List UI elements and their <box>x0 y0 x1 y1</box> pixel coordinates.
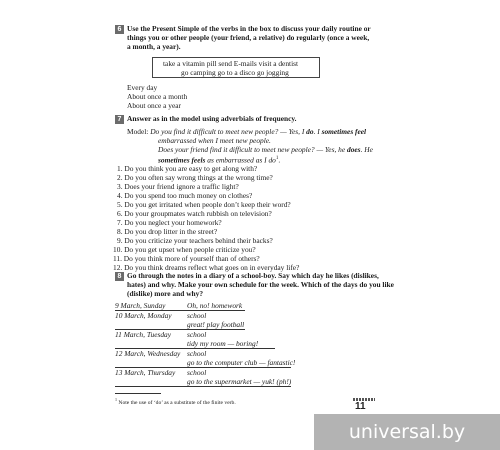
exercise-7-task: Answer as in the model using adverbials of frequency. <box>127 114 297 123</box>
question-8: 8. Do you drop litter in the street? <box>117 227 218 236</box>
model-text-3b: does <box>347 145 361 154</box>
footnote-ref: 1 <box>275 156 279 161</box>
exercise-8-task-line-1: Go through the notes in a diary of a school-boy. Say which day he likes (dislikes, <box>127 271 379 280</box>
footnote-mark: 1 <box>115 397 117 402</box>
model-text-3c: . He <box>360 145 373 154</box>
question-12: 12. Do you think dreams reflect what goes on in everyday life? <box>113 263 300 272</box>
model-line-3 <box>158 145 373 154</box>
footnote <box>115 395 236 408</box>
exercise-6-task-line-1: Use the Present Simple of the verbs in the box to discuss your daily routine or <box>127 24 371 33</box>
diary-note-1a: Oh, no! homework <box>187 301 243 310</box>
model-text-4d: . <box>278 155 281 165</box>
frequency-every-day: Every day <box>127 83 158 92</box>
question-4: 4. Do you spend too much money on clothes? <box>117 191 253 200</box>
question-6: 6. Do your groupmates watch rubbish on television? <box>117 209 272 218</box>
verb-box <box>152 57 320 78</box>
model-label: Model: <box>127 127 149 136</box>
diary-day-1: 9 March, Sunday <box>115 301 166 310</box>
question-11: 11. Do you think more of yourself than of others? <box>113 254 260 263</box>
exercise-6-task-line-2: things you or other people (your friend, a relative) do regularly (once a week, <box>127 33 370 42</box>
watermark: universal.by <box>314 414 500 450</box>
question-3: 3. Does your friend ignore a traffic light? <box>117 182 239 191</box>
question-2: 2. Do you often say wrong things at the wrong time? <box>117 173 273 182</box>
question-9: 9. Do you criticize your teachers behind their backs? <box>117 236 273 245</box>
model-text-4a: sometimes feels <box>158 155 206 165</box>
page-number: 11 <box>355 401 366 412</box>
question-1: 1. Do you think you are easy to get along with? <box>117 164 258 173</box>
model-text-3a: Does your friend find it difficult to meet new people? — Yes, he <box>158 145 347 154</box>
frequency-once-a-month: About once a month <box>127 92 188 101</box>
diary-day-3: 11 March, Tuesday <box>115 330 172 339</box>
frequency-once-a-year: About once a year <box>127 101 181 110</box>
exercise-8-number: 8 <box>115 272 124 281</box>
footnote-text: Note the use of ‘do’ as a substitute of the finite verb. <box>118 399 236 406</box>
diary-note-2b: great! play football <box>187 320 245 329</box>
question-5: 5. Do you get irritated when people don’t keep their word? <box>117 200 291 209</box>
model-line-2: embarrassed when I meet new people. <box>158 136 271 145</box>
verb-box-line-1: take a vitamin pill send E-mails visit a dentist <box>163 59 299 68</box>
model-text-1a: Do you find it difficult to meet new people? — Yes, I <box>150 127 307 136</box>
exercise-6-number: 6 <box>115 25 124 34</box>
model-line-1 <box>127 127 366 136</box>
diary-note-3a: school <box>187 330 207 339</box>
exercise-8-task-line-3: (dislike) more and why? <box>127 289 204 298</box>
exercise-6-task-line-3: a month, a year). <box>127 42 181 51</box>
diary-note-5b: go to the supermarket — yuk! (ph!) <box>187 377 292 386</box>
question-7: 7. Do you neglect your homework? <box>117 218 222 227</box>
footnote-rule <box>115 393 161 394</box>
model-text-4c: do <box>268 155 276 165</box>
diary-day-2: 10 March, Monday <box>115 311 172 320</box>
question-10: 10. Do you get upset when people criticize you? <box>113 245 256 254</box>
exercise-7-number: 7 <box>115 115 124 124</box>
model-text-1d: sometimes feel <box>321 127 367 136</box>
diary-rule-5 <box>115 386 291 387</box>
exercise-8-task-line-2: hates) and why. Make your own schedule for the week. Which of the days do you like <box>127 280 394 289</box>
diary-note-5a: school <box>187 368 207 377</box>
diary-note-4a: school <box>187 349 207 358</box>
model-text-1c: . I <box>313 127 322 136</box>
diary-day-4: 12 March, Wednesday <box>115 349 181 358</box>
diary-day-5: 13 March, Thursday <box>115 368 176 377</box>
diary-note-4b: go to the computer club — fantastic! <box>187 358 296 367</box>
diary-note-3b: tidy my room — boring! <box>187 339 259 348</box>
model-text-1b: do <box>306 127 314 136</box>
model-line-4 <box>158 154 280 164</box>
diary-note-2a: school <box>187 311 207 320</box>
model-text-4b: as embarrassed as I <box>205 155 269 165</box>
verb-box-line-2: go camping go to a disco go jogging <box>181 68 289 77</box>
